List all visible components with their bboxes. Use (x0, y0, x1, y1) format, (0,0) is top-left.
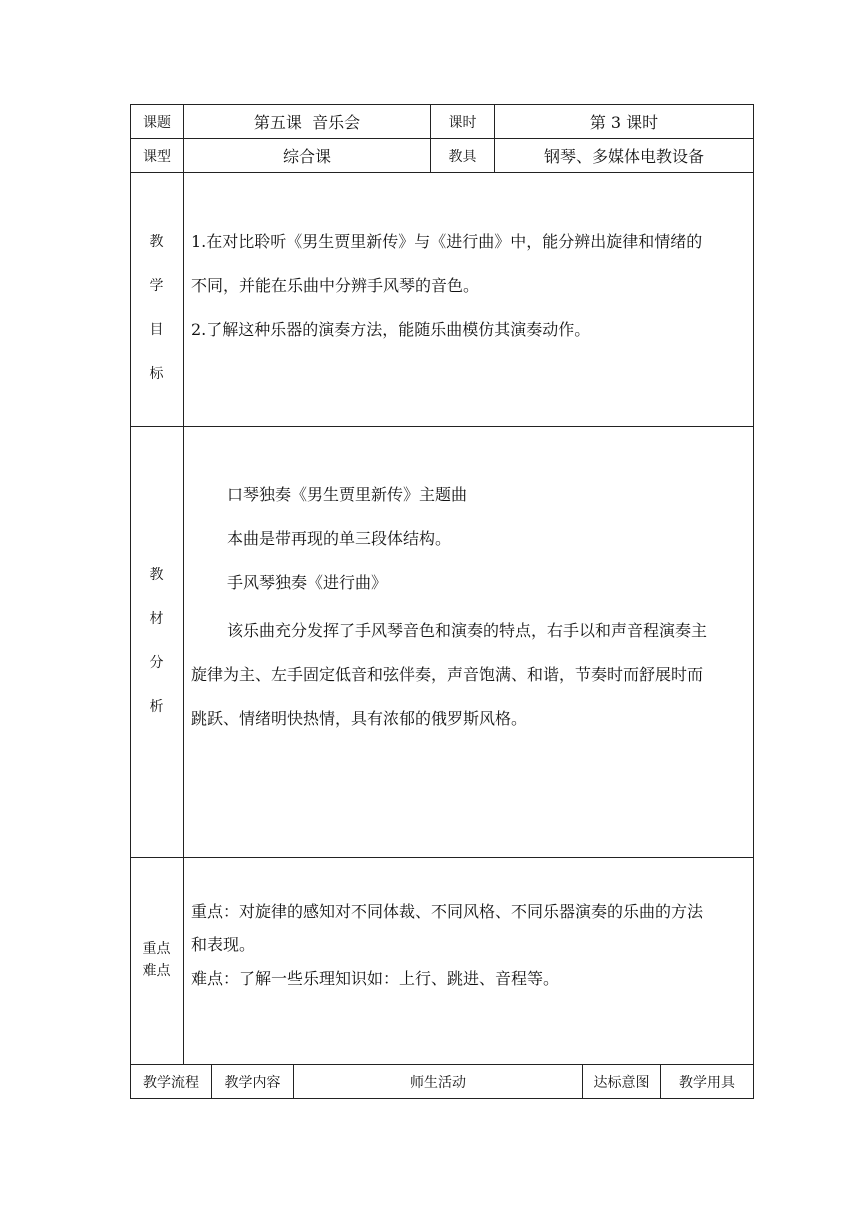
type-label: 课型 (143, 148, 171, 165)
tools-value: 钢琴、多媒体电教设备 (543, 147, 704, 166)
period-label: 课时 (448, 114, 477, 131)
process-col-intent (582, 1064, 661, 1099)
goals-label-char-1: 教 (149, 234, 164, 250)
goals-label-char-2: 学 (149, 278, 164, 294)
type-value: 综合课 (282, 147, 331, 166)
analysis-label-char-4: 析 (149, 699, 164, 715)
analysis-label-char-1: 教 (149, 567, 164, 583)
tools-value-cell (494, 138, 754, 173)
focus-line-b: 和表现。 (191, 935, 256, 954)
process-col-tools (660, 1064, 754, 1099)
process-col-tools-label: 教学用具 (679, 1074, 735, 1091)
process-col-activity-label: 师生活动 (410, 1074, 466, 1091)
keypoints-label-focus: 重点 (142, 941, 171, 957)
process-col-activity (293, 1064, 583, 1099)
analysis-p4b: 旋律为主、左手固定低音和弦伴奏，声音饱满、和谐，节奏时而舒展时而 (191, 665, 704, 684)
subject-value: 第五课 音乐会 (253, 113, 361, 132)
goals-label (130, 220, 183, 396)
period-label-cell (430, 104, 495, 139)
goals-line-2: 2.了解这种乐器的演奏方法，能随乐曲模仿其演奏动作。 (191, 320, 591, 339)
process-col-flow (130, 1064, 212, 1099)
period-value: 第 3 课时 (589, 113, 659, 132)
process-col-content (211, 1064, 294, 1099)
focus-line-a: 重点：对旋律的感知对不同体裁、不同风格、不同乐器演奏的乐曲的方法 (191, 902, 704, 921)
analysis-p4a: 该乐曲充分发挥了手风琴音色和演奏的特点，右手以和声音程演奏主 (227, 621, 708, 640)
analysis-p1: 口琴独奏《男生贾里新传》主题曲 (227, 485, 468, 504)
goals-line-1b: 不同，并能在乐曲中分辨手风琴的音色。 (191, 276, 480, 295)
difficulty-line: 难点：了解一些乐理知识如：上行、跳进、音程等。 (191, 969, 560, 988)
tools-label-cell (430, 138, 495, 173)
keypoints-label (130, 938, 183, 982)
analysis-p2: 本曲是带再现的单三段体结构。 (227, 529, 452, 548)
type-label-cell (130, 138, 184, 173)
type-value-cell (183, 138, 431, 173)
process-col-intent-label: 达标意图 (593, 1074, 650, 1091)
period-value-cell (494, 104, 754, 139)
process-col-content-label: 教学内容 (224, 1074, 281, 1091)
process-col-flow-label: 教学流程 (143, 1074, 199, 1091)
analysis-p3: 手风琴独奏《进行曲》 (227, 573, 388, 592)
goals-label-char-4: 标 (149, 366, 164, 382)
analysis-p4c: 跳跃、情绪明快热情，具有浓郁的俄罗斯风格。 (191, 709, 528, 728)
keypoints-label-difficulty: 难点 (142, 963, 171, 979)
goals-line-1a: 1.在对比聆听《男生贾里新传》与《进行曲》中，能分辨出旋律和情绪的 (191, 232, 703, 251)
goals-label-char-3: 目 (149, 322, 164, 338)
analysis-label (130, 553, 183, 729)
subject-label-cell (130, 104, 184, 139)
analysis-label-char-3: 分 (149, 655, 164, 671)
subject-label: 课题 (143, 114, 171, 131)
subject-value-cell (183, 104, 431, 139)
analysis-label-char-2: 材 (149, 611, 164, 627)
tools-label: 教具 (448, 148, 477, 165)
